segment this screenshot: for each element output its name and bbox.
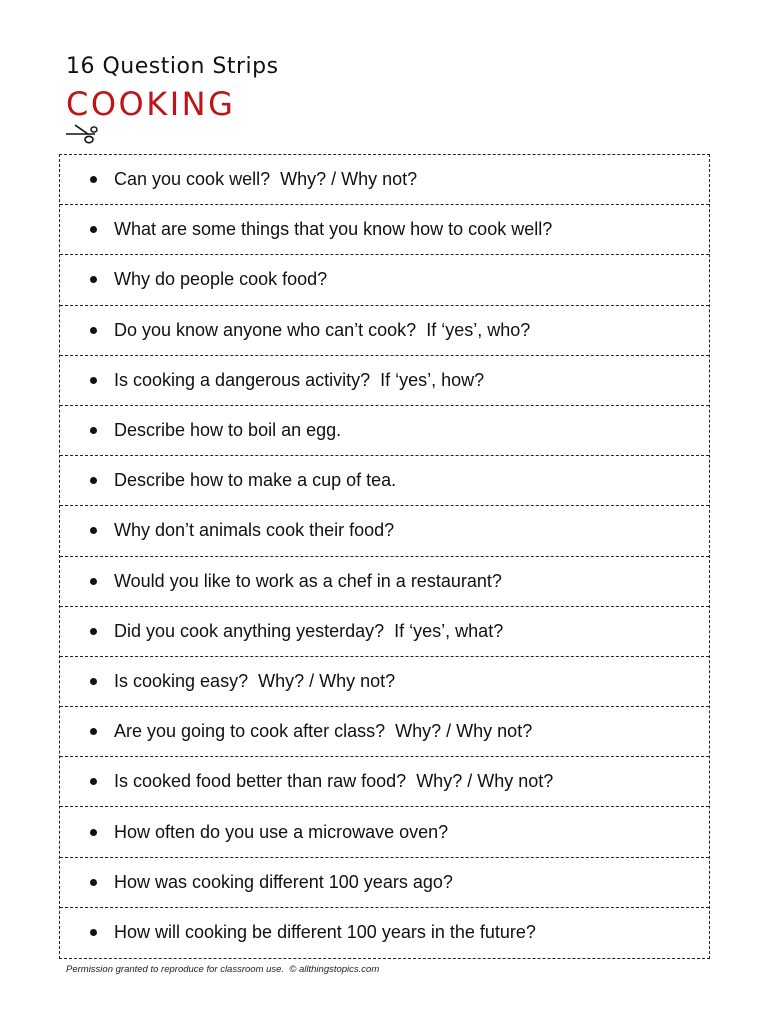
bullet-icon <box>90 327 97 334</box>
bullet-icon <box>90 477 97 484</box>
question-text: Can you cook well? Why? / Why not? <box>114 169 418 190</box>
question-text: Are you going to cook after class? Why? / Why not? <box>114 721 533 742</box>
question-text: Is cooked food better than raw food? Why? / Why not? <box>114 771 554 792</box>
footer-permission: Permission granted to reproduce for classroom use. © allthingstopics.com <box>66 964 380 975</box>
question-text: Did you cook anything yesterday? If ‘yes’, what? <box>114 620 504 641</box>
question-strip <box>60 255 709 305</box>
bullet-icon <box>90 176 97 183</box>
question-strip <box>60 757 709 807</box>
bullet-icon <box>90 226 97 233</box>
header <box>66 52 279 124</box>
question-strip <box>60 807 709 857</box>
bullet-icon <box>90 578 97 585</box>
scissors-icon <box>64 121 98 147</box>
question-text: Describe how to boil an egg. <box>114 420 342 441</box>
question-strip <box>60 557 709 607</box>
question-text: How will cooking be different 100 years in the future? <box>114 922 536 943</box>
question-text: Describe how to make a cup of tea. <box>114 470 397 491</box>
question-strip <box>60 406 709 456</box>
bullet-icon <box>90 377 97 384</box>
question-strip <box>60 607 709 657</box>
question-text: How was cooking different 100 years ago? <box>114 871 453 892</box>
question-strip <box>60 506 709 556</box>
question-text: Why don’t animals cook their food? <box>114 520 395 541</box>
question-text: Do you know anyone who can’t cook? If ‘yes’, who? <box>114 319 531 340</box>
page-subtitle: 16 Question Strips <box>66 54 279 79</box>
question-strip <box>60 205 709 255</box>
question-text: Would you like to work as a chef in a restaurant? <box>114 570 502 591</box>
question-strip <box>60 858 709 908</box>
bullet-icon <box>90 829 97 836</box>
bullet-icon <box>90 527 97 534</box>
bullet-icon <box>90 778 97 785</box>
bullet-icon <box>90 678 97 685</box>
question-strip <box>60 456 709 506</box>
question-strip <box>60 707 709 757</box>
question-strip <box>60 306 709 356</box>
question-text: Is cooking easy? Why? / Why not? <box>114 670 396 691</box>
bullet-icon <box>90 276 97 283</box>
question-text: Is cooking a dangerous activity? If ‘yes’, how? <box>114 369 485 390</box>
page-title: COOKING <box>66 85 236 123</box>
bullet-icon <box>90 879 97 886</box>
question-text: What are some things that you know how to cook well? <box>114 219 553 240</box>
bullet-icon <box>90 728 97 735</box>
bullet-icon <box>90 929 97 936</box>
bullet-icon <box>90 628 97 635</box>
question-strips <box>59 154 710 959</box>
question-text: How often do you use a microwave oven? <box>114 821 449 842</box>
question-strip <box>60 657 709 707</box>
question-strip <box>60 356 709 406</box>
question-strip <box>60 155 709 205</box>
question-strip <box>60 908 709 958</box>
bullet-icon <box>90 427 97 434</box>
question-text: Why do people cook food? <box>114 269 328 290</box>
